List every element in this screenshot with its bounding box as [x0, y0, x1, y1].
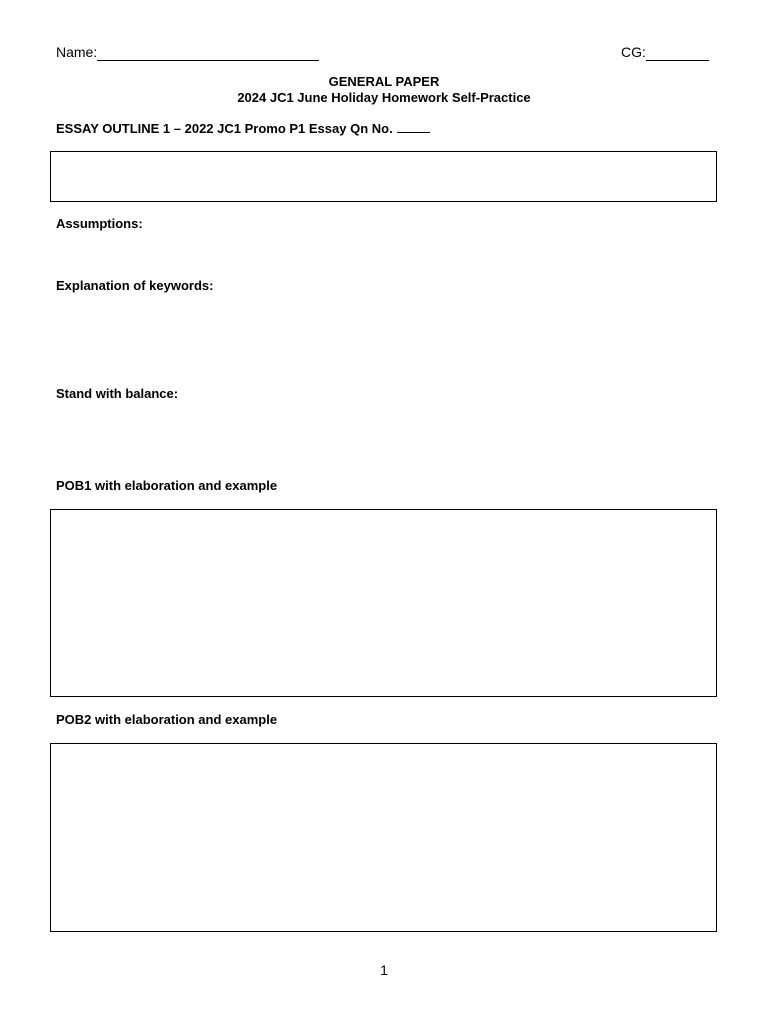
cg-blank-line[interactable]	[646, 44, 709, 61]
question-box[interactable]	[50, 151, 717, 202]
pob2-label: POB2 with elaboration and example	[56, 712, 278, 727]
question-number-blank[interactable]	[397, 120, 430, 133]
keywords-label: Explanation of keywords:	[56, 278, 214, 293]
name-field	[56, 44, 319, 61]
pob1-label: POB1 with elaboration and example	[56, 478, 278, 493]
cg-field	[621, 44, 709, 61]
pob1-box[interactable]	[50, 509, 717, 697]
name-label: Name:	[56, 44, 98, 60]
pob2-box[interactable]	[50, 743, 717, 932]
document-subtitle: 2024 JC1 June Holiday Homework Self-Practice	[237, 90, 531, 105]
cg-label: CG:	[621, 44, 646, 60]
essay-outline-heading	[56, 120, 430, 137]
essay-outline-heading-text: ESSAY OUTLINE 1 – 2022 JC1 Promo P1 Essay Qn No.	[56, 121, 393, 136]
assumptions-label: Assumptions:	[56, 216, 143, 231]
document-title: GENERAL PAPER	[328, 74, 440, 89]
name-blank-line[interactable]	[97, 44, 319, 61]
page-number: 1	[380, 962, 388, 978]
stand-label: Stand with balance:	[56, 386, 179, 401]
